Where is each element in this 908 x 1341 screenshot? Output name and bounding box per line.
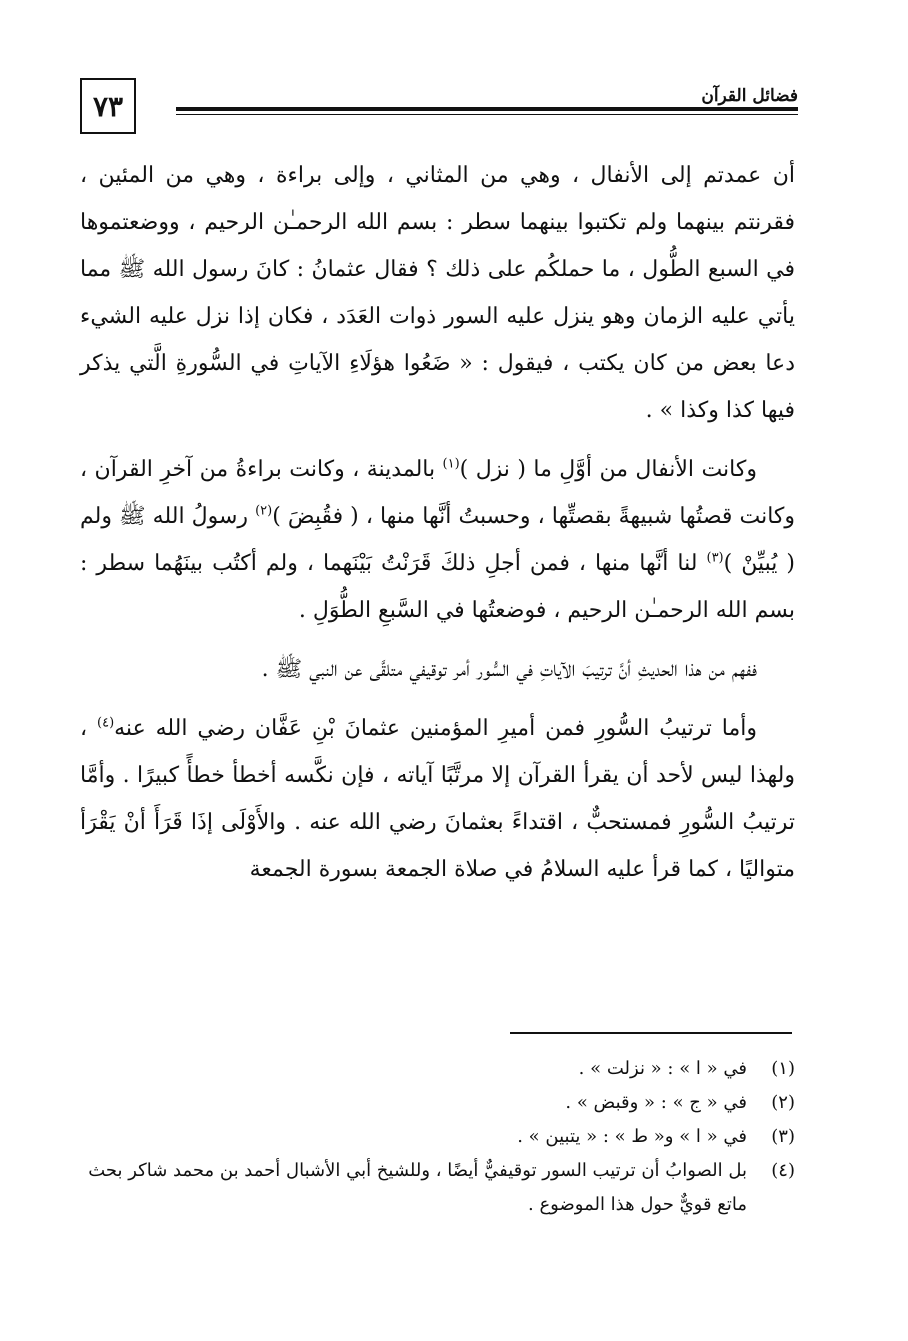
paragraph-4: [80, 705, 795, 893]
footnotes: [80, 1052, 795, 1222]
paragraph-2-text-b: بالمدينة ، وكانت براءةُ من آخرِ القرآن ، وكانت قصتُها شبيهةً بقصتِّها ، وحسبتُ أنَّها منها ، ( فقُبِضَ ): [80, 457, 795, 529]
footnote-number: (٤): [771, 1160, 795, 1181]
paragraph-2-text-d: لنا أنَّها منها ، فمن أجلِ ذلكَ قَرَنْتُ بَيْنَهما ، ولم أكتُب بينَهُما سطر : بسم الله الرحمـٰن الرحيم ، فوضعتُها في السَّبعِ الطُّوَلِ .: [80, 551, 795, 623]
paragraph-4-text-a: وأما ترتيبُ السُّورِ فمن أميرِ المؤمنين عثمانَ بْنِ عَفَّان رضي الله عنه: [114, 716, 758, 741]
footnote-ref-2: (٢): [255, 503, 273, 519]
main-text: [80, 152, 795, 905]
footnote-number: (٣): [771, 1126, 795, 1147]
footnote-number: (٢): [771, 1092, 795, 1113]
footnote-ref-1: (١): [442, 456, 460, 472]
paragraph-1: أن عمدتم إلى الأنفال ، وهي من المثاني ، وإلى براءة ، وهي من المئين ، فقرنتم بينهما ولم تكتبوا بينهما سطر : بسم الله الرحمـٰن الرحيم ، ووضعتموها في السبع الطُّول ، ما حملكُم على ذلك ؟ فقال عثمانُ : كانَ رسول الله ﷺ مما يأتي عليه الزمان وهو ينزل عليه السور ذوات العَدَد ، فكان إذا نزل عليه الشيء دعا بعض من كان يكتب ، فيقول : « ضَعُوا هؤلَاءِ الآياتِ في السُّورةِ الَّتي يذكر فيها كذا وكذا » .: [80, 163, 795, 423]
running-header-title: فضائل القرآن: [701, 86, 798, 106]
footnote-separator: [510, 1032, 792, 1034]
footnote-item: [80, 1120, 795, 1154]
paragraph-2: [80, 446, 795, 634]
footnote-text: في « ج » : « وقبض » .: [565, 1092, 747, 1113]
footnote-text: بل الصوابُ أن ترتيب السور توقيفيٌّ أيضًا ، وللشيخ أبي الأشبال أحمد بن محمد شاكر بحث ماتع قويٌّ حول هذا الموضوع .: [88, 1160, 747, 1215]
page-number-text: ٧٣: [92, 89, 124, 123]
footnote-text: في « ا » و« ط » : « يتبين » .: [517, 1126, 747, 1147]
paragraph-2-text-a: وكانت الأنفال من أوَّلِ ما ( نزل ): [459, 457, 757, 482]
footnote-ref-3: (٣): [706, 550, 724, 566]
footnote-item: [80, 1154, 795, 1222]
paragraph-2-text-c: رسولُ الله ﷺ ولم ( يُبيِّنْ ): [80, 504, 795, 576]
footnote-item: [80, 1052, 795, 1086]
footnote-item: [80, 1086, 795, 1120]
paragraph-4-text-b: ، ولهذا ليس لأحد أن يقرأ القرآن إلا مرتَّبًا آياته ، فإن نكَّسه أخطأ خطأً كبيرًا . وأمَّا ترتيبُ السُّورِ فمستحبٌّ ، اقتداءً بعثمانَ رضي الله عنه . والأَوْلَى إذَا قَرَأَ أنْ يَقْرَأ متواليًا ، كما قرأ عليه السلامُ في صلاة الجمعة بسورة الجمعة: [80, 716, 795, 882]
paragraph-3: ففهم من هذا الحديثِ أنَّ ترتيبَ الآياتِ في السُّور أمر توقيفي متلقَّى عن النبي ﷺ .: [261, 657, 757, 682]
header-rule-thin: [176, 114, 798, 115]
header-rule-thick: [176, 107, 798, 111]
footnote-ref-4: (٤): [97, 715, 115, 731]
footnote-number: (١): [771, 1058, 795, 1079]
footnote-text: في « ا » : « نزلت » .: [578, 1058, 747, 1079]
page-number: [80, 78, 136, 134]
